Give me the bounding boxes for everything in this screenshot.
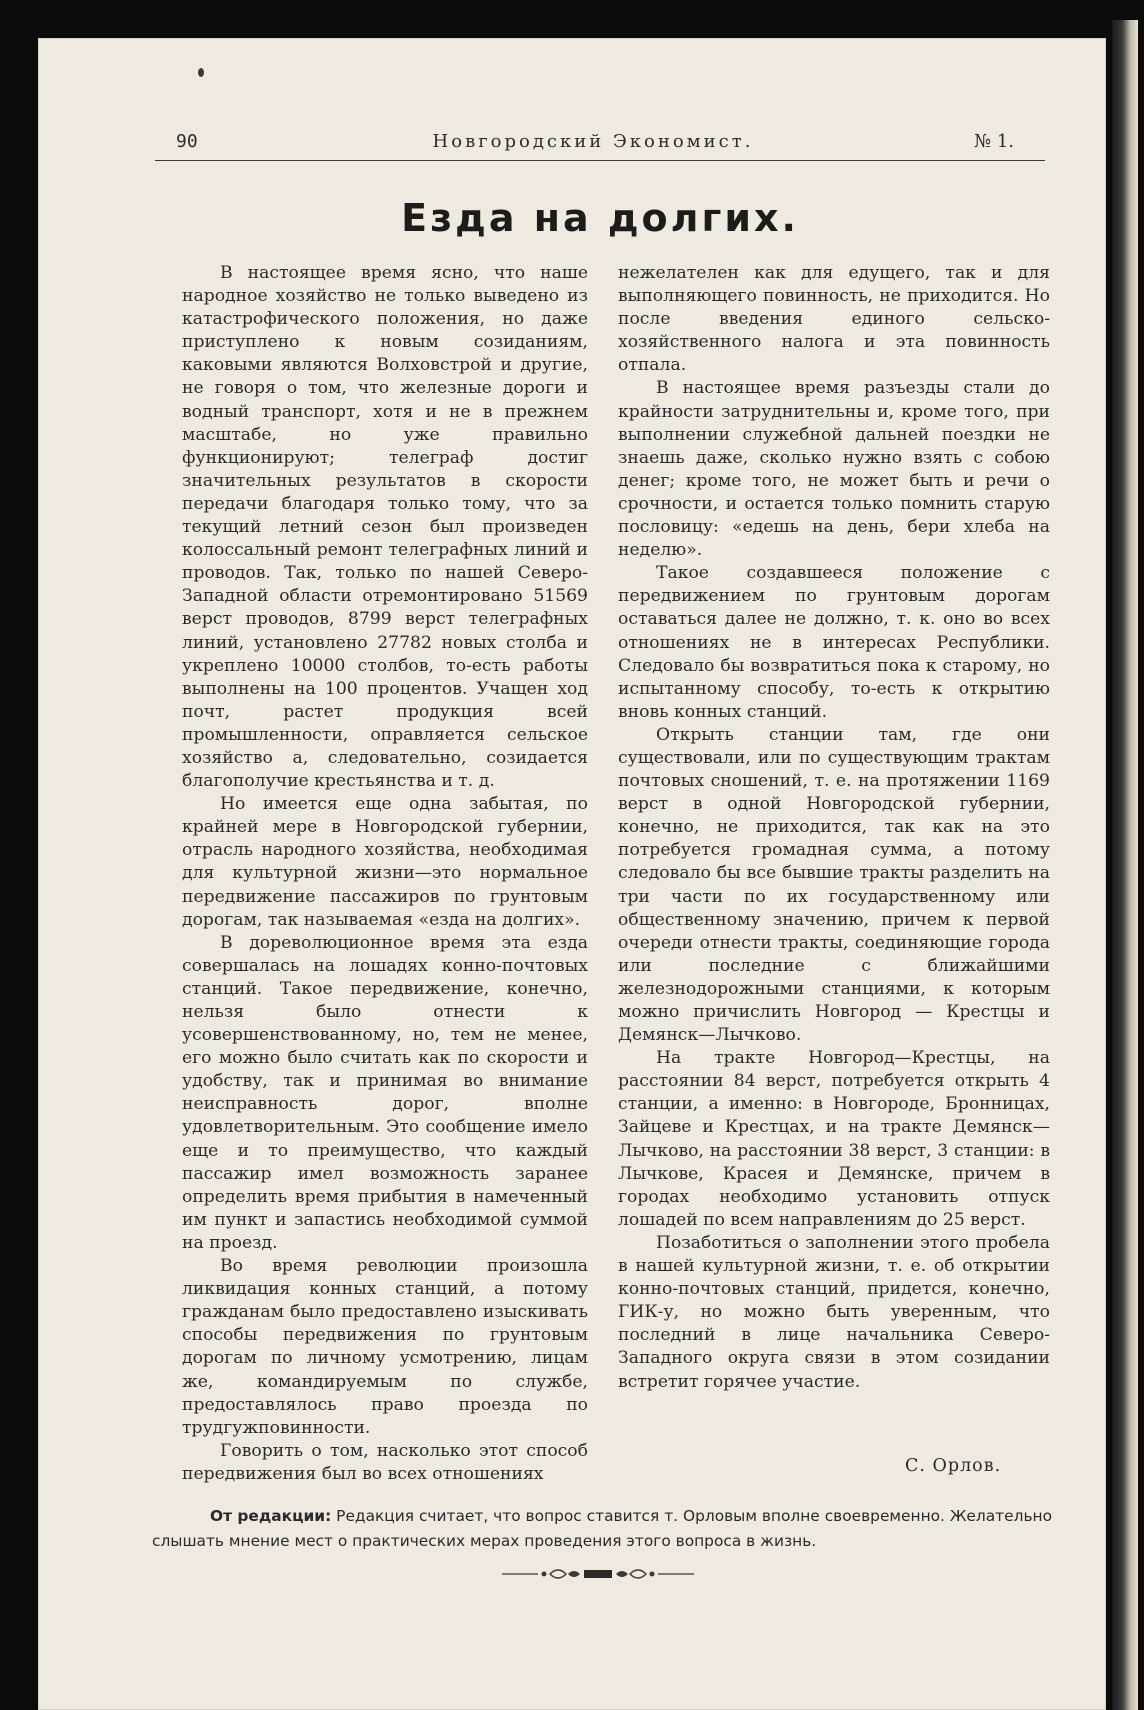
page-number: 90 <box>176 131 198 152</box>
editor-note-text: Редакция считает, что вопрос ставится т. Орловым вполне своевременно. Желательно слышать мнение мест о практических мерах проведения этого вопроса в жизнь. <box>152 1507 1052 1550</box>
left-column <box>182 262 588 1486</box>
paragraph: В дореволюционное время эта езда совершалась на лошадях конно-почтовых станций. Такое передвижение, конечно, нельзя было отнести к усовершенствованному, но, тем не менее, его можно было считать как по скорости и удобству, так и принимая во внимание неисправность дорог, вполне удовлетворительным. Это сообщение имело еще и то преимущество, что каждый пассажир имел возможность заранее определить время прибытия в намеченный им пункт и запастись необходимой суммой на проезд. <box>182 932 588 1253</box>
paragraph: Такое создавшееся положение с передвижением по грунтовым дорогам оставаться далее не должно, т. к. оно во всех отношениях не в интересах Республики. Следовало бы возвратиться пока к старому, но испытанному способу, то-есть к открытию вновь конных станций. <box>618 563 1050 722</box>
issue-number: № 1. <box>974 131 1014 152</box>
author-signature: С. Орлов. <box>905 1456 1002 1476</box>
paragraph: Говорить о том, насколько этот способ передвижения был во всех отношениях <box>182 1440 588 1484</box>
paragraph: Позаботиться о заполнении этого пробела в нашей культурной жизни, т. е. об открытии конно-почтовых станций, придется, конечно, ГИК-у, но можно быть уверенным, что последний в лице начальника Северо-Западного округа связи в этом созидании встретит горячее участие. <box>618 1232 1050 1392</box>
paragraph: На тракте Новгород—Крестцы, на расстоянии 84 верст, потребуется открыть 4 станции, а именно: в Новгороде, Бронницах, Зайцеве и Крестцах, и на тракте Демянск— Лычково, на расстоянии 38 верст, 3 станции: в Лычкове, Красея и Демянске, причем в городах необходимо установить отпуск лошадей по всем направлениям до 25 верст. <box>618 1048 1050 1230</box>
paragraph: Во время революции произошла ликвидация конных станций, а потому гражданам было предоставлено изыскивать способы передвижения по грунтовым дорогам по личному усмотрению, лицам же, командируемым по службе, предоставлялось право проезда по трудгужповинности. <box>182 1256 588 1438</box>
paragraph: В настоящее время разъезды стали до крайности затруднительны и, кроме того, при выполнении служебной дальней поездки не знаешь даже, сколько нужно взять с собою денег; кроме того, не может быть и речи о срочности, и остается только помнить старую пословицу: «едешь на день, бери хлеба на неделю». <box>618 378 1050 561</box>
paragraph: Но имеется еще одна забытая, по крайней мере в Новгородской губернии, отрасль народного хозяйства, необходимая для культурной жизни—это нормальное передвижение пассажиров по грунтовым дорогам, так называемая «езда на долгих». <box>182 794 588 930</box>
ink-speck <box>198 68 204 77</box>
header-rule <box>155 160 1045 161</box>
article-title: Езда на долгих. <box>401 196 799 240</box>
adjacent-page-edge <box>1112 20 1138 1710</box>
editor-note <box>152 1504 1052 1554</box>
paragraph: Открыть станции там, где они существовали, или по существующим трактам почтовых сношений, т. е. на протяжении 1169 верст в одной Новгородской губернии, конечно, не приходится, так как на это потребуется громадная сумма, а потому следовало бы все бывшие тракты разделить на три части по их государственному или общественному значению, причем к первой очереди отнести тракты, соединяющие города или последние с ближайшими железнодорожными станциями, к которым можно причислить Новгород — Крестцы и Демянск—Лычково. <box>618 724 1050 1046</box>
editor-note-label: От редакции: <box>210 1507 332 1525</box>
ornament-divider-icon <box>498 1564 698 1584</box>
paragraph-continuation: нежелателен как для едущего, так и для выполняющего повинность, не приходится. Но после введения единого сельско-хозяйственного налога и эта повинность отпала. <box>618 263 1050 376</box>
paragraph: В настоящее время ясно, что наше народное хозяйство не только выведено из катастрофического положения, но даже приступлено к новым созиданиям, каковыми являются Волховстрой и другие, не говоря о том, что железные дороги и водный транспорт, хотя и не в прежнем масштабе, но уже правильно функционируют; телеграф достиг значительных результатов в скорости передачи благодаря только тому, что за текущий летний сезон был произведен колоссальный ремонт телеграфных линий и проводов. Так, только по нашей Северо-Западной области отремонтировано 51569 верст проводов, 8799 верст телеграфных линий, установлено 27782 новых столба и укреплено 10000 столбов, то-есть работы выполнены на 100 процентов. Учащен ход почт, растет продукция всей промышленности, оправляется сельское хозяйство а, следовательно, созидается благополучие крестьянства и т. д. <box>182 263 588 792</box>
running-header <box>138 128 1048 162</box>
journal-title: Новгородский Экономист. <box>432 131 754 152</box>
right-column <box>618 262 1050 1394</box>
